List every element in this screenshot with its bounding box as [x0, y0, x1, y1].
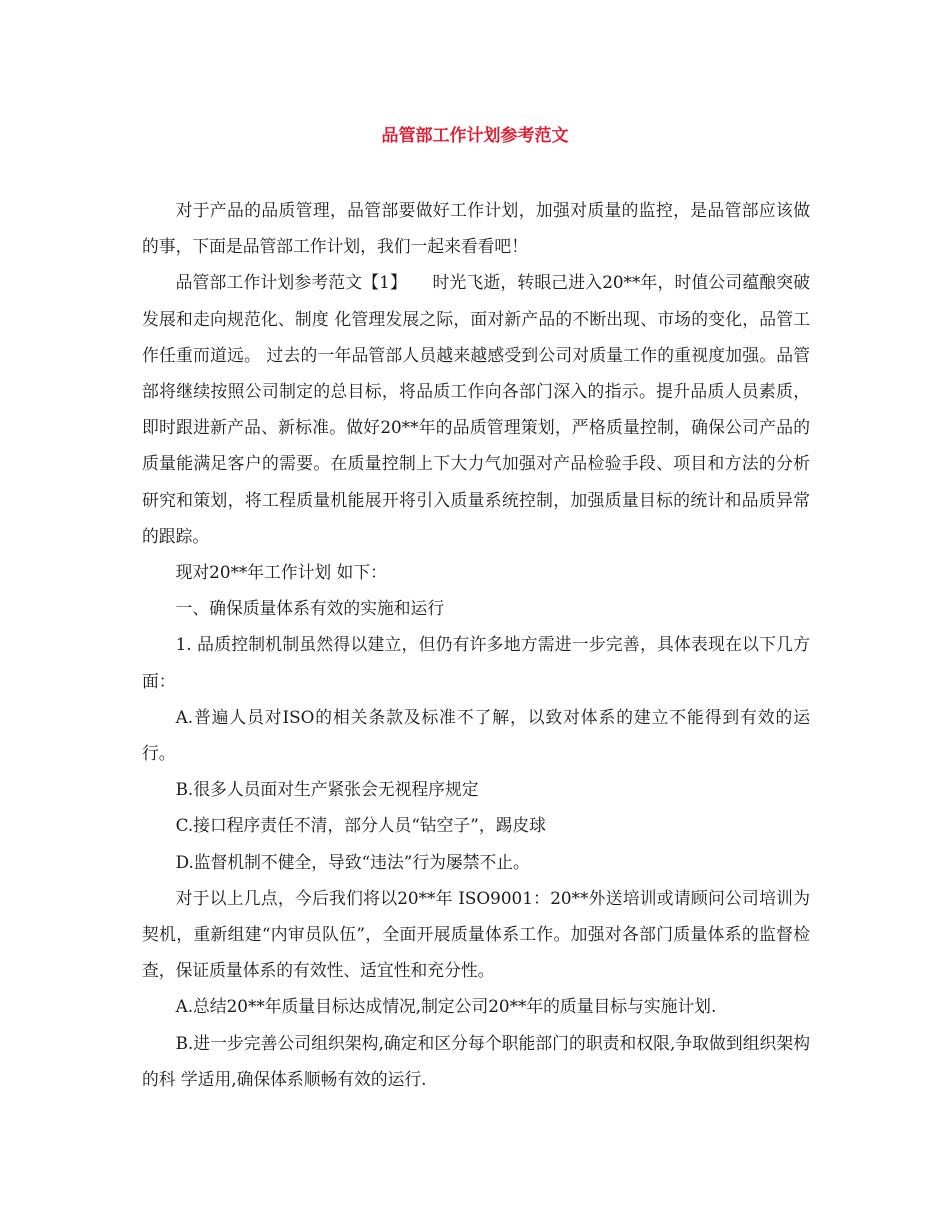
paragraph-action-a: A.总结20**年质量目标达成情况,制定公司20**年的质量目标与实施计划.: [175, 996, 717, 1017]
paragraph-point-d: D.监督机制不健全，导致“违法”行为屡禁不止。: [175, 851, 530, 872]
paragraph-item-1: 1. 品质控制机制虽然得以建立，但仍有许多地方需进一步完善，具体表现在以下几方面：: [142, 634, 810, 691]
paragraph-plan-overview: 品管部工作计划参考范文【1】 时光飞逝，转眼己进入20**年，时值公司蕴酿突破发展和走向规范化、制度 化管理发展之际，面对新产品的不断出现、市场的变化，品管工作任重而道远。 过去的一年品管部人员越来越感受到公司对质量工作的重视度加强。品管部将继续按照公司制定的总目标，将品质工作向各部门深入的指示。提升品质人员素质，即时跟进新产品、新标准。做好20**年的品质管理策划，严格质量控制，确保公司产品的质量能满足客户的需要。在质量控制上下大力气加强对产品检验手段、项目和方法的分析研究和策划，将工程质量机能展开将引入质量系统控制，加强质量目标的统计和品质异常的跟踪。: [142, 272, 810, 546]
paragraph-action-b: B.进一步完善公司组织架构,确定和区分每个职能部门的职责和权限,争取做到组织架构的科 学适用,确保体系顺畅有效的运行.: [142, 1032, 810, 1089]
document-body: [142, 192, 810, 1097]
section-heading-1: 一、确保质量体系有效的实施和运行: [175, 598, 445, 619]
paragraph-point-a: A.普遍人员对ISO的相关条款及标准不了解，以致对体系的建立不能得到有效的运行。: [142, 706, 810, 764]
paragraph-plan-lead: 现对20**年工作计划 如下：: [175, 562, 387, 583]
paragraph-point-c: C.接口程序责任不清，部分人员“钻空子”，踢皮球: [175, 815, 546, 836]
document-title: 品管部工作计划参考范文: [381, 126, 569, 146]
paragraph-intro: 对于产品的品质管理，品管部要做好工作计划，加强对质量的监控，是品管部应该做的事，下面是品管部工作计划，我们一起来看看吧！: [142, 200, 810, 257]
paragraph-point-b: B.很多人员面对生产紧张会无视程序规定: [175, 779, 479, 800]
paragraph-response: 对于以上几点，今后我们将以20**年 ISO9001：20**外送培训或请顾问公司培训为契机，重新组建“内审员队伍”，全面开展质量体系工作。加强对各部门质量体系的监督检查，保证质量体系的有效性、适宜性和充分性。: [142, 887, 810, 981]
